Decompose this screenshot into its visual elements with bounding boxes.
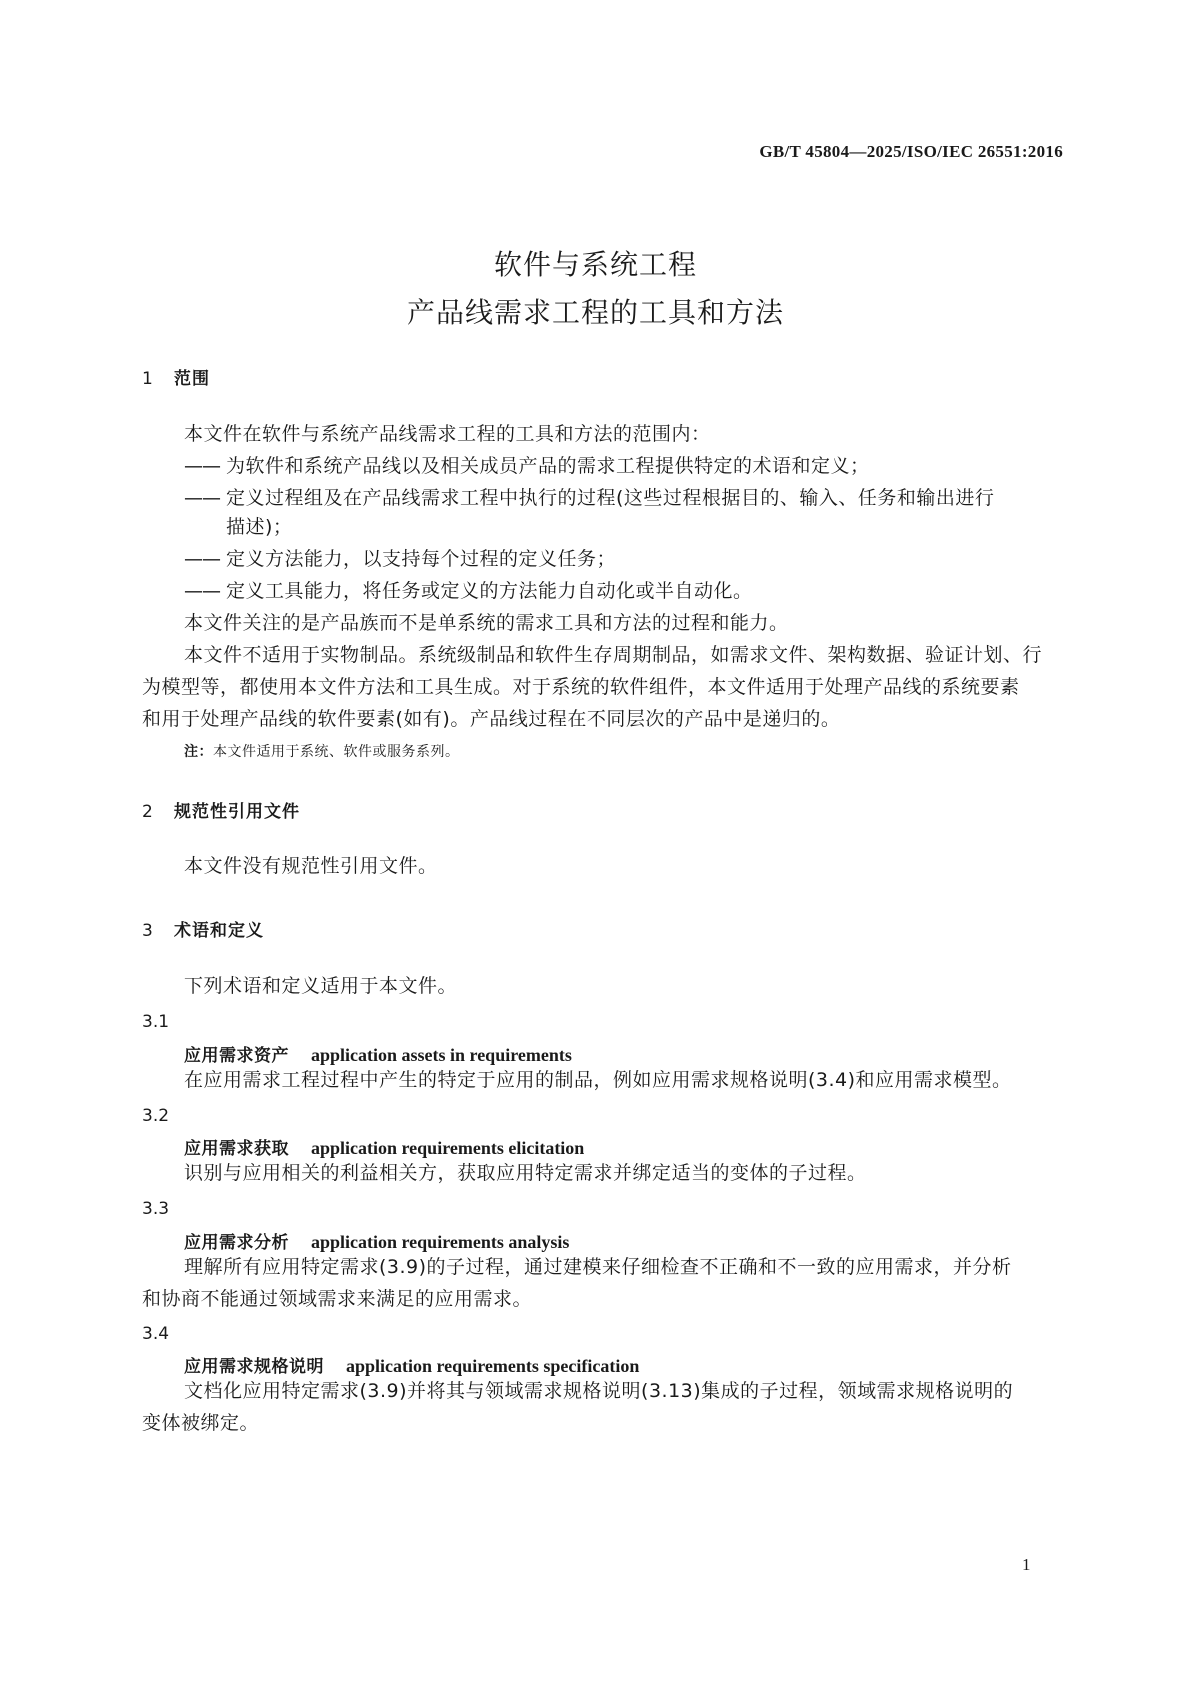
note-label: 注： [184, 744, 213, 760]
term-heading [184, 1134, 584, 1159]
term-zh: 应用需求获取 [184, 1139, 289, 1159]
term-definition-line-2: 和协商不能通过领域需求来满足的应用需求。 [142, 1288, 533, 1310]
scope-note [184, 741, 460, 761]
scope-paragraph-2-line-1: 本文件不适用于实物制品。系统级制品和软件生存周期制品，如需求文件、架构数据、验证计划、行 [184, 644, 1043, 666]
section-2-title: 规范性引用文件 [174, 802, 300, 822]
section-2-heading [142, 797, 300, 822]
term-heading [184, 1041, 572, 1066]
term-number: 3.3 [142, 1199, 170, 1219]
scope-list-item: —— 为软件和系统产品线以及相关成员产品的需求工程提供特定的术语和定义； [184, 450, 1064, 482]
term-definition-line-1: 文档化应用特定需求(3.9)并将其与领域需求规格说明(3.13)集成的子过程，领域需求规格说明的 [184, 1380, 1014, 1402]
term-zh: 应用需求资产 [184, 1046, 289, 1066]
note-text: 本文件适用于系统、软件或服务系列。 [213, 744, 460, 760]
term-heading [184, 1352, 639, 1377]
term-zh: 应用需求分析 [184, 1233, 289, 1253]
term-en: application requirements elicitation [311, 1138, 585, 1158]
term-en: application requirements analysis [311, 1232, 570, 1252]
scope-paragraph-2-line-2: 为模型等，都使用本文件方法和工具生成。对于系统的软件组件，本文件适用于处理产品线的系统要素 [142, 676, 1020, 698]
term-en: application assets in requirements [311, 1045, 572, 1065]
term-en: application requirements specification [346, 1356, 640, 1376]
section-1-heading [142, 364, 210, 389]
section-3-heading [142, 916, 264, 941]
scope-list-item: —— 定义工具能力，将任务或定义的方法能力自动化或半自动化。 [184, 575, 1064, 607]
scope-paragraph-1: 本文件关注的是产品族而不是单系统的需求工具和方法的过程和能力。 [184, 612, 789, 634]
title-line-2: 产品线需求工程的工具和方法 [406, 296, 784, 329]
section-3-intro: 下列术语和定义适用于本文件。 [184, 975, 458, 997]
section-1-intro: 本文件在软件与系统产品线需求工程的工具和方法的范围内： [184, 423, 711, 445]
standard-code: GB/T 45804—2025/ISO/IEC 26551:2016 [759, 142, 1063, 161]
scope-list-item: —— 定义方法能力，以支持每个过程的定义任务； [184, 543, 1064, 575]
section-3-title: 术语和定义 [174, 921, 264, 941]
document-title [0, 241, 1191, 337]
term-definition-line-2: 变体被绑定。 [142, 1412, 260, 1434]
dash-marker: —— [184, 487, 220, 509]
term-number: 3.2 [142, 1106, 170, 1126]
scope-paragraph-2-line-3: 和用于处理产品线的软件要素(如有)。产品线过程在不同层次的产品中是递归的。 [142, 708, 841, 730]
term-number: 3.4 [142, 1324, 170, 1344]
dash-marker: —— [184, 548, 220, 570]
section-2-number: 2 [142, 802, 154, 822]
title-line-1: 软件与系统工程 [493, 248, 697, 281]
term-zh: 应用需求规格说明 [184, 1357, 324, 1377]
section-2-text: 本文件没有规范性引用文件。 [184, 855, 438, 877]
term-definition: 在应用需求工程过程中产生的特定于应用的制品，例如应用需求规格说明(3.4)和应用需求模型。 [184, 1069, 1012, 1091]
scope-list-item: —— 定义过程组及在产品线需求工程中执行的过程(这些过程根据目的、输入、任务和输出进行 [184, 482, 1064, 514]
term-number: 3.1 [142, 1012, 170, 1032]
term-definition-line-1: 理解所有应用特定需求(3.9)的子过程，通过建模来仔细检查不正确和不一致的应用需求，并分析 [184, 1256, 1012, 1278]
dash-marker: —— [184, 580, 220, 602]
dash-marker: —— [184, 455, 220, 477]
term-heading [184, 1228, 569, 1253]
section-1-title: 范围 [174, 369, 210, 389]
page-number: 1 [1022, 1555, 1031, 1574]
scope-list-item-continuation: 描述)； [226, 516, 293, 538]
section-1-number: 1 [142, 369, 154, 389]
section-3-number: 3 [142, 921, 154, 941]
term-definition: 识别与应用相关的利益相关方，获取应用特定需求并绑定适当的变体的子过程。 [184, 1162, 867, 1184]
